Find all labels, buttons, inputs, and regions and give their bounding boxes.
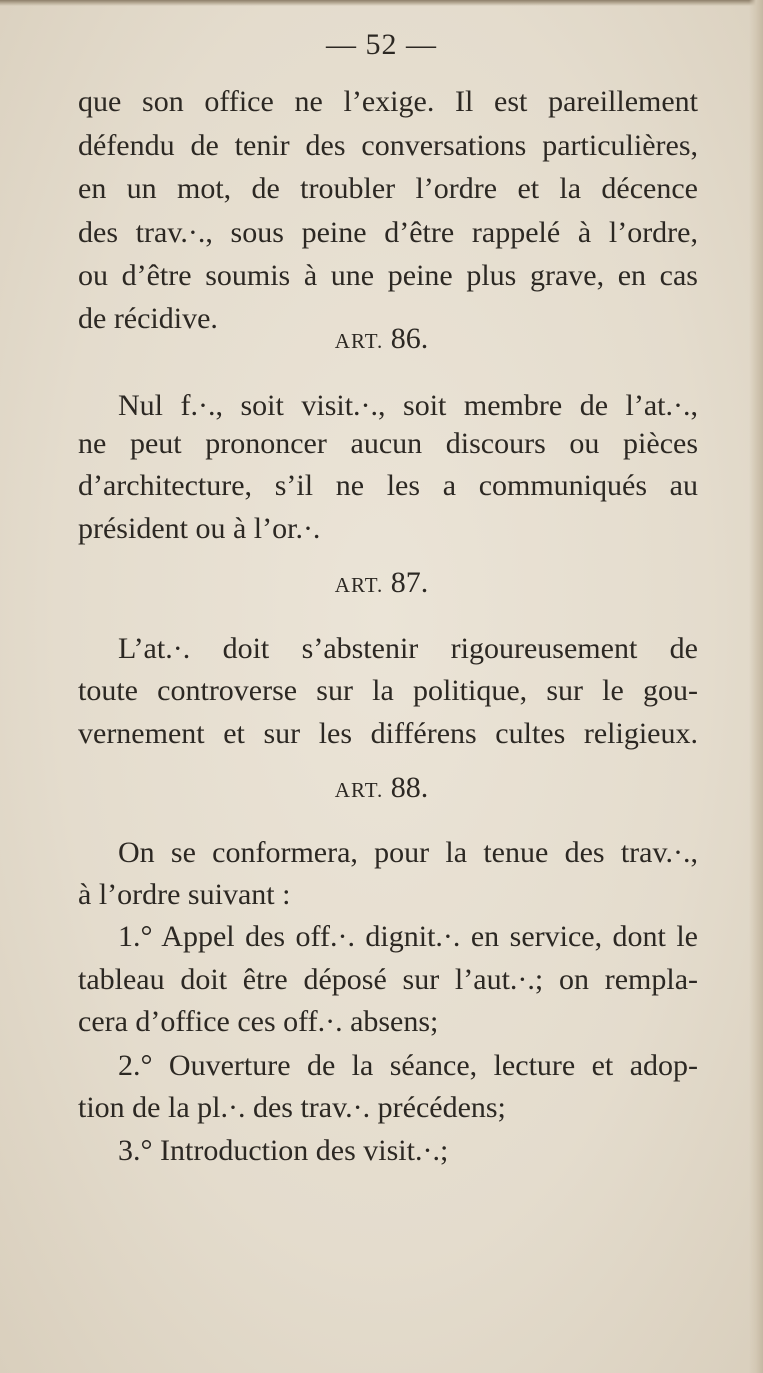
- page-top-edge: [0, 0, 763, 6]
- article-number: 86.: [390, 322, 429, 355]
- article-number: 88.: [390, 771, 429, 804]
- article-heading-88: [0, 771, 763, 805]
- article-prefix: ART.: [334, 778, 384, 802]
- page-right-edge: [749, 0, 763, 1373]
- text-line: d’architecture, s’il ne les a communiqués au: [78, 469, 698, 502]
- text-line: à l’ordre suivant :: [78, 878, 291, 911]
- text-line: que son office ne l’exige. Il est pareillement: [78, 85, 698, 118]
- article-heading-87: [0, 566, 763, 600]
- text-line: de récidive.: [78, 302, 218, 335]
- text-line: président ou à l’or.·.: [78, 512, 321, 545]
- page-number: — 52 —: [326, 28, 437, 61]
- article-number: 87.: [390, 566, 429, 599]
- text-line: On se conformera, pour la tenue des trav.·.,: [118, 836, 698, 869]
- text-line: vernement et sur les différens cultes religieux.: [78, 717, 698, 750]
- text-line: ne peut prononcer aucun discours ou pièces: [78, 427, 698, 460]
- text-line: L’at.·. doit s’abstenir rigoureusement de: [118, 632, 698, 665]
- article-heading-86: [0, 322, 763, 356]
- text-line: des trav.·., sous peine d’être rappelé à l’ordre,: [78, 216, 698, 249]
- text-line: défendu de tenir des conversations particulières,: [78, 129, 698, 162]
- text-line: toute controverse sur la politique, sur le gou-: [78, 674, 698, 707]
- text-line: en un mot, de troubler l’ordre et la décence: [78, 172, 698, 205]
- text-line: cera d’office ces off.·. absens;: [78, 1005, 439, 1038]
- article-prefix: ART.: [334, 573, 384, 597]
- text-line: tableau doit être déposé sur l’aut.·.; on rempla-: [78, 963, 698, 996]
- text-line: Nul f.·., soit visit.·., soit membre de l’at.·.,: [118, 389, 698, 422]
- text-line: 2.° Ouverture de la séance, lecture et adop-: [118, 1049, 698, 1082]
- article-prefix: ART.: [334, 329, 384, 353]
- text-line: tion de la pl.·. des trav.·. précédens;: [78, 1091, 506, 1124]
- text-line: 3.° Introduction des visit.·.;: [118, 1134, 449, 1167]
- text-line: ou d’être soumis à une peine plus grave, en cas: [78, 259, 698, 292]
- text-line: 1.° Appel des off.·. dignit.·. en service, dont le: [118, 920, 698, 953]
